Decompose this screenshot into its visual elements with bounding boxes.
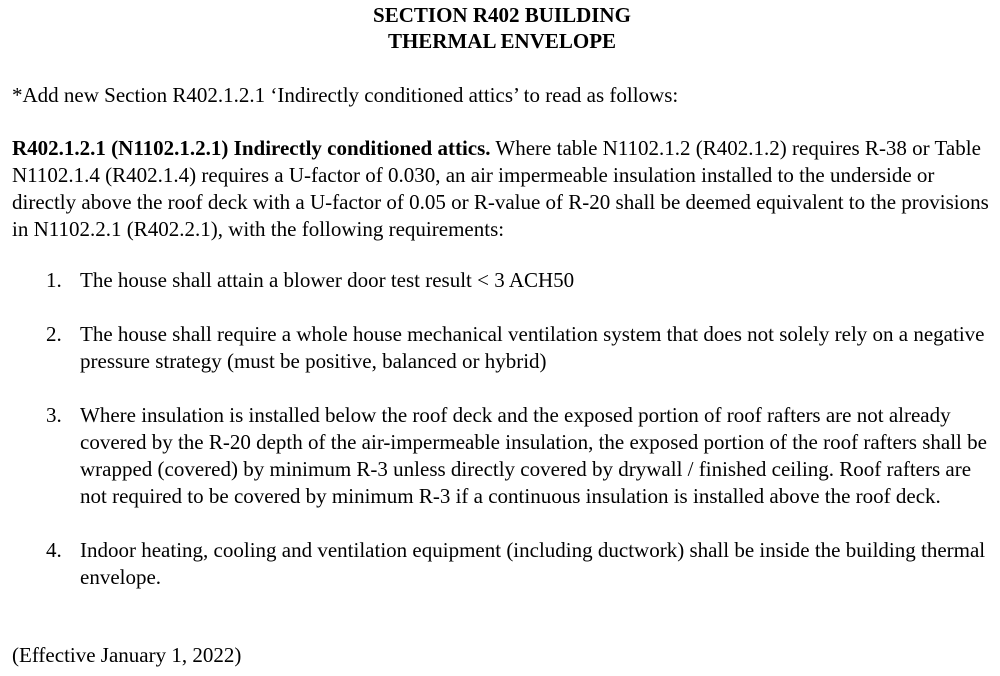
list-item-number: 2. bbox=[46, 322, 62, 346]
list-item-number: 3. bbox=[46, 403, 62, 427]
list-item bbox=[12, 402, 992, 510]
section-paragraph bbox=[12, 135, 992, 243]
list-item-text: Where insulation is installed below the roof deck and the exposed portion of roof rafters are not already covered by the R-20 depth of the air-impermeable insulation, the exposed portion of the roof rafters shall be wrapped (covered) by minimum R-3 unless directly covered by drywall / finished ceiling. Roof rafters are not required to be covered by minimum R-3 if a continuous insulation is installed above the roof deck. bbox=[80, 403, 987, 508]
requirements-list bbox=[12, 267, 992, 591]
section-title bbox=[12, 2, 992, 54]
list-item-number: 1. bbox=[46, 268, 62, 292]
document-page bbox=[0, 2, 1000, 676]
section-heading: R402.1.2.1 (N1102.1.2.1) Indirectly conditioned attics. bbox=[12, 136, 491, 160]
list-item bbox=[12, 537, 992, 591]
list-item-text: The house shall attain a blower door test result < 3 ACH50 bbox=[80, 268, 575, 292]
list-item-text: The house shall require a whole house mechanical ventilation system that does not solely rely on a negative pressure strategy (must be positive, balanced or hybrid) bbox=[80, 322, 985, 373]
section-title-line-2: THERMAL ENVELOPE bbox=[387, 29, 617, 53]
effective-date: (Effective January 1, 2022) bbox=[12, 643, 242, 667]
list-item bbox=[12, 267, 992, 294]
section-body-text: Where table N1102.1.2 (R402.1.2) requires R-38 or Table N1102.1.4 (R402.1.4) requires a U-factor of 0.030, an air impermeable insulation installed to the underside or directly above the roof deck with a U-factor of 0.05 or R-value of R-20 shall be deemed equivalent to the provisions in N1102.2.1 (R402.2.1), with the following requirements: bbox=[12, 136, 989, 241]
list-item bbox=[12, 321, 992, 375]
intro-paragraph: *Add new Section R402.1.2.1 ‘Indirectly conditioned attics’ to read as follows: bbox=[12, 83, 679, 107]
list-item-number: 4. bbox=[46, 538, 62, 562]
section-title-line-1: SECTION R402 BUILDING bbox=[373, 3, 631, 27]
list-item-text: Indoor heating, cooling and ventilation equipment (including ductwork) shall be inside the building thermal envelope. bbox=[80, 538, 986, 589]
